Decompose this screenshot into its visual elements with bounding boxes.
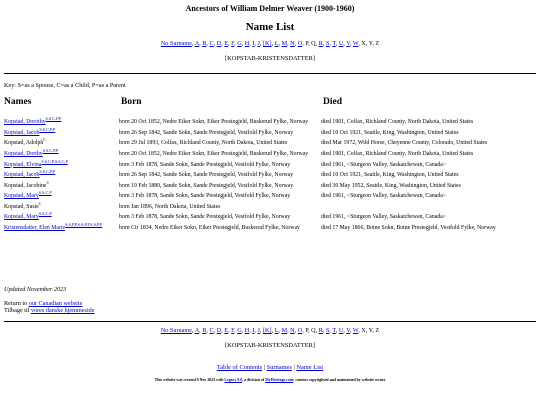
person-name[interactable]: Kopstad, Elvina bbox=[4, 161, 42, 168]
person-name: Kopstad, Jacobine bbox=[4, 182, 47, 189]
person-name: Kopstad, Adolph bbox=[4, 140, 44, 147]
born-cell: born 3 Feb 1878, Sande Sokn, Sande Prestegjeld, Vestfold Fylke, Norway bbox=[119, 193, 291, 200]
person-name[interactable]: Kopstad, Mary bbox=[4, 193, 39, 200]
letter-d[interactable]: D bbox=[216, 40, 222, 47]
canadian-website-link[interactable]: our Canadian website bbox=[28, 300, 83, 307]
letter-t[interactable]: T bbox=[332, 40, 336, 47]
died-cell: died 1961, <Sturgeon Valley, Saskatchewan, Canada> bbox=[321, 214, 447, 221]
letter-j[interactable]: J bbox=[257, 327, 260, 334]
letter-k[interactable]: [K] bbox=[263, 40, 272, 47]
person-name[interactable]: Kopstad, Dorthy bbox=[4, 150, 43, 157]
no-surname-link[interactable]: No Surname bbox=[160, 327, 192, 334]
table-row bbox=[4, 159, 534, 170]
person-name: Kopstad, Susie bbox=[4, 203, 39, 210]
letter-k[interactable]: [K] bbox=[263, 327, 272, 334]
updated-note: Updated November 2023 bbox=[4, 286, 67, 293]
header-names: Names bbox=[4, 97, 32, 107]
current-range: [KOPSTAB-KRISTENSDATTER] bbox=[224, 55, 316, 62]
letter-d[interactable]: D bbox=[216, 327, 222, 334]
role-links: C bbox=[43, 137, 47, 143]
letter-e[interactable]: E bbox=[224, 327, 229, 334]
table-row bbox=[4, 180, 534, 191]
role-links: C bbox=[46, 179, 50, 185]
role-links[interactable]: S,S,C,P bbox=[38, 190, 52, 196]
letter-f[interactable]: F bbox=[231, 327, 235, 334]
letter-p: P bbox=[305, 40, 309, 47]
born-cell: born Cir 1834, Nedre Eiker Sokn, Eiker Prestegjeld, Buskerud Fylke, Norway bbox=[119, 224, 300, 231]
name-cell bbox=[4, 159, 119, 170]
header-died: Died bbox=[323, 97, 342, 107]
name-cell bbox=[4, 180, 119, 191]
letter-p: P bbox=[305, 327, 309, 334]
page-title: Name List bbox=[245, 21, 295, 33]
died-cell: died 1961, <Sturgeon Valley, Saskatchewan, Canada> bbox=[321, 161, 447, 168]
table-row bbox=[4, 128, 534, 139]
died-cell bbox=[321, 202, 534, 213]
letter-n[interactable]: N bbox=[290, 40, 295, 47]
letter-w[interactable]: W bbox=[352, 40, 359, 47]
divider-bottom bbox=[4, 321, 536, 322]
letter-a[interactable]: A bbox=[194, 327, 200, 334]
person-name[interactable]: Kristensdatter, Elen Marie bbox=[4, 224, 66, 231]
letter-s[interactable]: S bbox=[325, 327, 330, 334]
died-cell: died 1961, <Sturgeon Valley, Saskatchewan, Canada> bbox=[321, 193, 447, 200]
letter-m[interactable]: M bbox=[281, 327, 288, 334]
table-row bbox=[4, 138, 534, 149]
born-cell: born 3 Feb 1878, Sande Sokn, Sande Prestegjeld, Vestfold Fylke, Norway bbox=[119, 214, 291, 221]
born-cell: born 19 Feb 1880, Sande Sokn, Sande Prestegjeld, Vestfold Fylke, Norway bbox=[119, 182, 294, 189]
role-links[interactable]: S,S,C,P,P bbox=[39, 126, 56, 132]
letter-c[interactable]: C bbox=[209, 327, 214, 334]
letter-h[interactable]: H bbox=[244, 327, 250, 334]
born-cell: born 26 Sep 1842, Sande Sokn, Sande Prestegjeld, Vestfold Fylke, Norway bbox=[119, 129, 294, 136]
alphabet-nav-bottom: No Surname, A, B, C, D, E, F, G, H, I, J, [K], L, M, N, O, P, Q, R, S, T, U, V, W, X, Y, Z bbox=[160, 327, 380, 334]
role-links[interactable]: S,S,P,P,S,S,P,P,S,S,P,P bbox=[65, 221, 103, 227]
return-prefix: Return to bbox=[4, 300, 29, 307]
letter-q: Q bbox=[311, 327, 316, 334]
died-cell: died 30 May 1952, Seattle, King, Washington, United States bbox=[321, 182, 461, 189]
letter-l[interactable]: L bbox=[274, 327, 279, 334]
letter-j[interactable]: J bbox=[257, 40, 260, 47]
letter-r[interactable]: R bbox=[318, 40, 323, 47]
header-born: Born bbox=[121, 97, 142, 107]
letter-f[interactable]: F bbox=[231, 40, 235, 47]
letter-w[interactable]: W bbox=[352, 327, 359, 334]
table-row bbox=[4, 149, 534, 160]
credit-line bbox=[0, 378, 540, 382]
myheritage-link[interactable]: MyHeritage.com bbox=[265, 378, 294, 382]
person-name[interactable]: Kopstad, Dorothy bbox=[4, 119, 46, 126]
name-cell bbox=[4, 223, 119, 234]
name-list-table bbox=[4, 117, 534, 233]
footer-sep: | bbox=[262, 364, 267, 371]
letter-o[interactable]: O bbox=[297, 327, 303, 334]
letter-q: Q bbox=[311, 40, 316, 47]
letter-v[interactable]: V bbox=[346, 40, 350, 47]
legacy-link[interactable]: Legacy 9.0 bbox=[224, 378, 243, 382]
role-links: C bbox=[38, 200, 42, 206]
key-legend: Key: S=as a Spouse, C=as a Child, P=as a Parent bbox=[4, 82, 126, 89]
born-cell: born 20 Oct 1852, Nedre Eiker Sokn, Eiker Prestegjeld, Buskerud Fylke, Norway bbox=[119, 150, 309, 157]
footer-sep: | bbox=[291, 364, 297, 371]
danish-website-link[interactable]: vores danske hjemmeside bbox=[30, 307, 95, 315]
letter-y: Y bbox=[368, 327, 373, 334]
died-cell: died 1901, Colfax, Richland County, North Dakota, United States bbox=[321, 119, 474, 126]
name-cell bbox=[4, 128, 119, 139]
role-links[interactable]: S,S,C,P bbox=[38, 211, 52, 217]
name-cell bbox=[4, 170, 119, 181]
person-name[interactable]: Kopstad, Jacob bbox=[4, 129, 40, 136]
letter-x: X bbox=[361, 327, 366, 334]
letter-i[interactable]: I bbox=[252, 40, 255, 47]
name-cell bbox=[4, 117, 119, 128]
letter-z: Z bbox=[375, 40, 380, 47]
role-links[interactable]: S,S,C,P,P bbox=[42, 147, 59, 153]
divider-top bbox=[4, 73, 536, 74]
footer-nav bbox=[0, 364, 540, 371]
credit-suffix: ; content copyrighted and maintained by website owner bbox=[293, 378, 386, 382]
letter-a[interactable]: A bbox=[194, 40, 200, 47]
letter-n[interactable]: N bbox=[290, 327, 295, 334]
letter-v[interactable]: V bbox=[346, 327, 350, 334]
born-cell: born 20 Oct 1852, Nedre Eiker Sokn, Eiker Prestegjeld, Buskerud Fylke, Norway bbox=[119, 119, 309, 126]
died-cell: died 10 Oct 1921, Seattle, King, Washington, United States bbox=[321, 129, 459, 136]
role-links[interactable]: S,S,C,P,P bbox=[45, 116, 62, 122]
person-name[interactable]: Kopstad, Jacob bbox=[4, 172, 40, 179]
letter-u[interactable]: U bbox=[338, 40, 344, 47]
tilbage-prefix: Tilbage til bbox=[4, 307, 31, 315]
died-cell: died 17 May 1866, Botne Sokn, Botne Prestegjeld, Vestfold Fylke, Norway bbox=[321, 224, 496, 231]
table-row bbox=[4, 117, 534, 128]
name-cell bbox=[4, 138, 119, 149]
letter-g[interactable]: G bbox=[237, 327, 242, 334]
letter-u[interactable]: U bbox=[338, 327, 344, 334]
credit-middle: , a division of bbox=[242, 378, 266, 382]
letter-h[interactable]: H bbox=[244, 40, 250, 47]
site-title: Ancestors of William Delmer Weaver (1900-1960) bbox=[185, 4, 355, 13]
letter-b[interactable]: B bbox=[202, 327, 207, 334]
letter-y: Y bbox=[368, 40, 373, 47]
alphabet-nav: No Surname, A, B, C, D, E, F, G, H, I, J, [K], L, M, N, O, P, Q, R, S, T, U, V, W, X, Y, Z bbox=[160, 40, 380, 47]
born-cell: born 3 Feb 1878, Sande Sokn, Sande Prestegjeld, Vestfold Fylke, Norway bbox=[119, 161, 291, 168]
table-row bbox=[4, 202, 534, 213]
letter-m[interactable]: M bbox=[281, 40, 288, 47]
letter-l[interactable]: L bbox=[274, 40, 279, 47]
died-cell: died Mar 1972, Wild Horse, Cheyenne County, Colorado, United States bbox=[321, 140, 488, 147]
letter-s[interactable]: S bbox=[325, 40, 330, 47]
letter-i[interactable]: I bbox=[252, 327, 255, 334]
born-cell: born 26 Sep 1842, Sande Sokn, Sande Prestegjeld, Vestfold Fylke, Norway bbox=[119, 172, 294, 179]
role-links[interactable]: S,S,C,P,P bbox=[39, 169, 56, 175]
letter-g[interactable]: G bbox=[237, 40, 242, 47]
letter-e[interactable]: E bbox=[224, 40, 229, 47]
letter-z: Z bbox=[375, 327, 380, 334]
letter-t[interactable]: T bbox=[332, 327, 336, 334]
person-name[interactable]: Kopstad, Mary bbox=[4, 214, 39, 221]
return-links bbox=[4, 300, 95, 315]
died-cell: died 10 Oct 1921, Seattle, King, Washington, United States bbox=[321, 172, 459, 179]
role-links[interactable]: S,S,C,P,S,S,C,P bbox=[41, 158, 68, 164]
letter-b[interactable]: B bbox=[202, 40, 207, 47]
born-cell: born Jan 1896, North Dakota, United States bbox=[119, 203, 221, 210]
letter-r[interactable]: R bbox=[318, 327, 323, 334]
table-of-contents-link[interactable]: Table of Contents bbox=[216, 364, 263, 371]
table-row bbox=[4, 223, 534, 234]
letter-o[interactable]: O bbox=[297, 40, 303, 47]
letter-x: X bbox=[361, 40, 366, 47]
died-cell: died 1901, Colfax, Richland County, North Dakota, United States bbox=[321, 150, 474, 157]
name-list-link[interactable]: Name List bbox=[296, 364, 324, 371]
credit-prefix: This website was created 9 Nov 2023 with bbox=[154, 378, 225, 382]
current-range-bottom: [KOPSTAB-KRISTENSDATTER] bbox=[224, 342, 316, 349]
table-row bbox=[4, 170, 534, 181]
name-cell bbox=[4, 191, 119, 202]
no-surname-link[interactable]: No Surname bbox=[160, 40, 192, 47]
letter-c[interactable]: C bbox=[209, 40, 214, 47]
name-cell bbox=[4, 202, 119, 213]
table-row bbox=[4, 191, 534, 202]
born-cell: born 29 Jul 1893, Colfax, Richland County, North Dakota, United States bbox=[119, 140, 288, 147]
surnames-link[interactable]: Surnames bbox=[266, 364, 292, 371]
